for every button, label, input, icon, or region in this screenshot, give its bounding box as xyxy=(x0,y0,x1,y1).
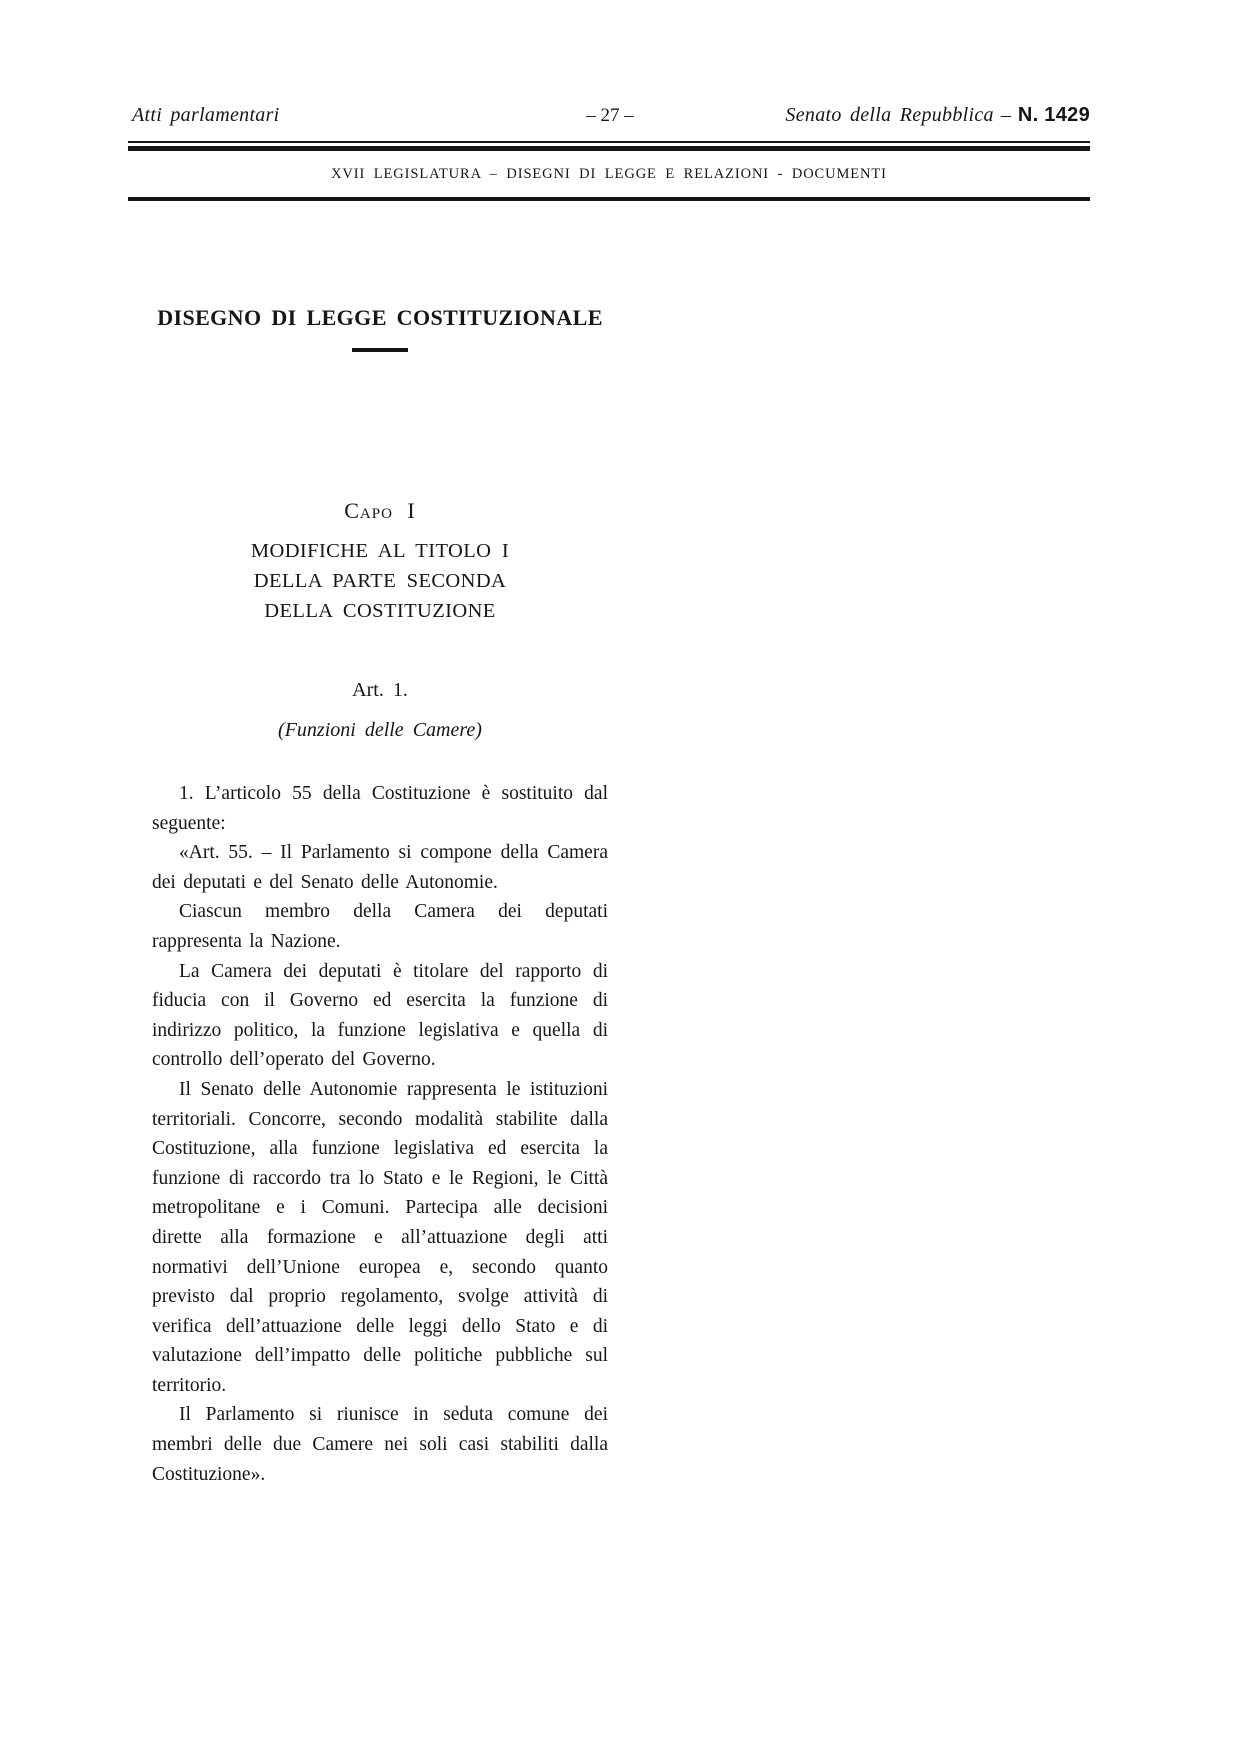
document-title: DISEGNO DI LEGGE COSTITUZIONALE xyxy=(157,305,603,330)
page-header xyxy=(130,101,1090,128)
header-separator-dash: – xyxy=(1000,104,1011,126)
chapter-title-line-3: DELLA COSTITUZIONE xyxy=(264,600,496,622)
header-double-rule xyxy=(128,141,1090,151)
double-rule-thick-line xyxy=(128,146,1090,151)
header-right-title xyxy=(785,104,1090,127)
paragraph-1: 1. L’articolo 55 della Costituzione è sostituito dal seguente: xyxy=(152,783,608,834)
paragraph-6: Il Parlamento si riunisce in seduta comune dei membri delle due Camere nei soli casi stabiliti dalla Costituzione». xyxy=(152,1404,608,1485)
chapter-title-line-2: DELLA PARTE SECONDA xyxy=(253,570,507,592)
paragraph-4: La Camera dei deputati è titolare del rapporto di fiducia con il Governo ed esercita la funzione di indirizzo politico, la funzione legislativa e quella di controllo dell’operato del Governo. xyxy=(152,960,608,1071)
chapter-label: Capo I xyxy=(344,498,416,523)
title-underline-rule xyxy=(352,348,408,352)
page-number: – 27 – xyxy=(586,105,634,126)
paragraph-5: Il Senato delle Autonomie rappresenta le istituzioni territoriali. Concorre, secondo modalità stabilite dalla Costituzione, alla funzione legislativa ed esercita la funzione di raccordo tra lo Stato e le Regioni, le Città metropolitane e i Comuni. Partecipa alle decisioni dirette alla formazione e all’attuazione degli atti normativi dell’Unione europea e, secondo quanto previsto dal proprio regolamento, svolge attività di verifica dell’attuazione delle leggi dello Stato e di valutazione dell’impatto delle politiche pubbliche sul territorio. xyxy=(152,1078,608,1396)
legislature-line: XVII LEGISLATURA – DISEGNI DI LEGGE E RELAZIONI - DOCUMENTI xyxy=(331,166,887,182)
chapter-title xyxy=(152,536,608,626)
chapter-title-line-1: MODIFICHE AL TITOLO I xyxy=(250,540,510,562)
header-chamber-name: Senato della Repubblica xyxy=(785,104,994,126)
header-left-title: Atti parlamentari xyxy=(132,104,280,126)
text-column xyxy=(152,305,608,1489)
paragraph-2: «Art. 55. – Il Parlamento si compone della Camera dei deputati e del Senato delle Autonomie. xyxy=(152,842,608,893)
header-act-number: N. 1429 xyxy=(1017,104,1090,126)
article-label: Art. 1. xyxy=(352,679,408,701)
paragraph-3: Ciascun membro della Camera dei deputati rappresenta la Nazione. xyxy=(152,901,608,952)
header-bottom-rule xyxy=(128,197,1090,201)
article-subtitle: (Funzioni delle Camere) xyxy=(278,719,482,741)
article-body xyxy=(152,779,608,1489)
